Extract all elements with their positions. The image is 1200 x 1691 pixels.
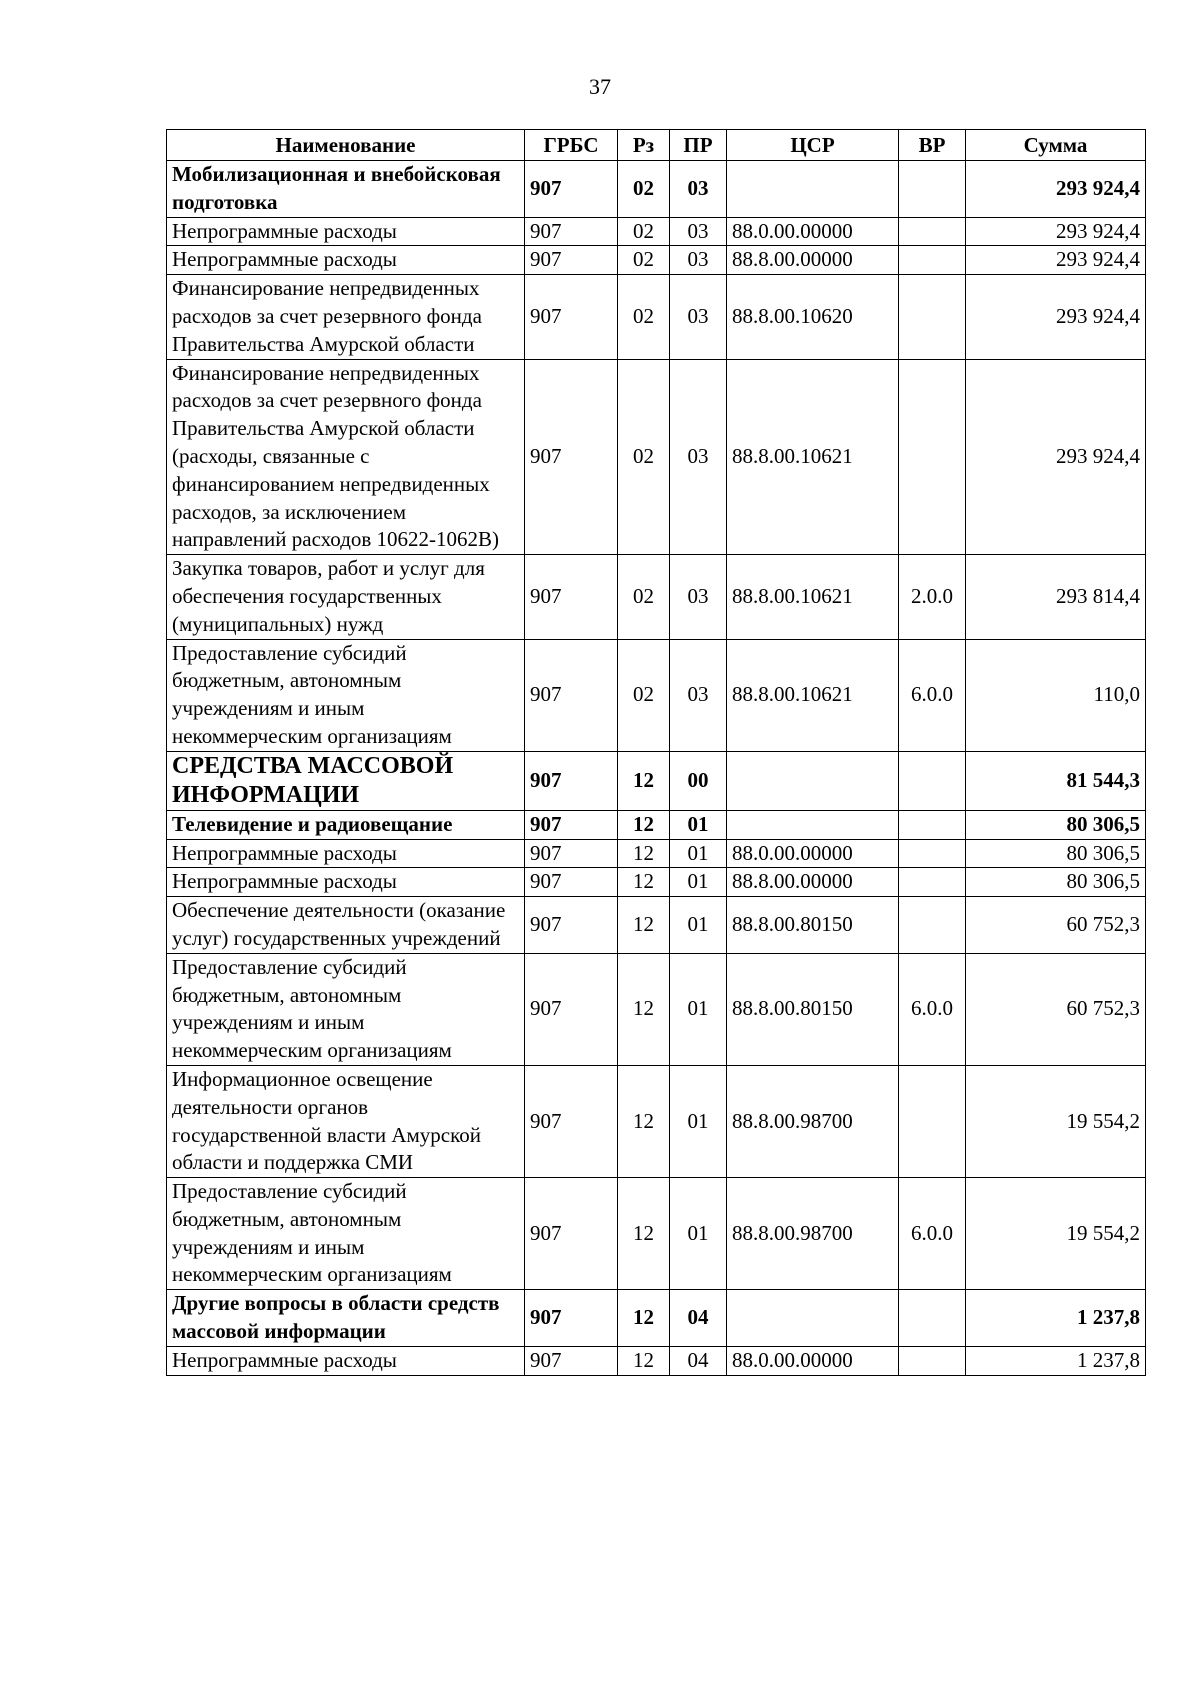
cell-name: Закупка товаров, работ и услуг для обеспечения государственных (муниципальных) нужд bbox=[167, 555, 525, 639]
cell-grbs: 907 bbox=[525, 161, 618, 218]
cell-csr: 88.0.00.00000 bbox=[727, 839, 899, 868]
cell-sum: 19 554,2 bbox=[966, 1178, 1146, 1290]
cell-vr bbox=[899, 810, 966, 839]
cell-sum: 80 306,5 bbox=[966, 810, 1146, 839]
table-row bbox=[167, 953, 1146, 1065]
cell-csr: 88.8.00.10621 bbox=[727, 555, 899, 639]
cell-pr: 03 bbox=[670, 359, 727, 555]
cell-sum: 1 237,8 bbox=[966, 1346, 1146, 1375]
cell-sum: 293 924,4 bbox=[966, 359, 1146, 555]
header-sum: Сумма bbox=[966, 130, 1146, 161]
table-row bbox=[167, 1065, 1146, 1177]
cell-name: Предоставление субсидий бюджетным, автономным учреждениям и иным некоммерческим организациям bbox=[167, 639, 525, 751]
cell-csr: 88.8.00.00000 bbox=[727, 246, 899, 275]
table-row bbox=[167, 275, 1146, 359]
cell-name: Непрограммные расходы bbox=[167, 246, 525, 275]
table-row bbox=[167, 1290, 1146, 1347]
cell-pr: 01 bbox=[670, 810, 727, 839]
cell-name: Финансирование непредвиденных расходов за счет резервного фонда Правительства Амурской области bbox=[167, 275, 525, 359]
cell-rz: 12 bbox=[618, 751, 670, 810]
cell-vr: 6.0.0 bbox=[899, 953, 966, 1065]
budget-table bbox=[166, 129, 1146, 1376]
table-body bbox=[167, 161, 1146, 1376]
cell-sum: 1 237,8 bbox=[966, 1290, 1146, 1347]
cell-grbs: 907 bbox=[525, 1178, 618, 1290]
cell-grbs: 907 bbox=[525, 217, 618, 246]
table-row bbox=[167, 897, 1146, 954]
cell-pr: 01 bbox=[670, 897, 727, 954]
cell-name: Обеспечение деятельности (оказание услуг) государственных учреждений bbox=[167, 897, 525, 954]
cell-pr: 03 bbox=[670, 246, 727, 275]
cell-sum: 293 924,4 bbox=[966, 246, 1146, 275]
cell-vr bbox=[899, 868, 966, 897]
cell-pr: 04 bbox=[670, 1346, 727, 1375]
cell-rz: 02 bbox=[618, 555, 670, 639]
cell-csr: 88.8.00.00000 bbox=[727, 868, 899, 897]
table-row bbox=[167, 839, 1146, 868]
cell-csr: 88.0.00.00000 bbox=[727, 217, 899, 246]
cell-sum: 293 924,4 bbox=[966, 275, 1146, 359]
cell-name: Телевидение и радиовещание bbox=[167, 810, 525, 839]
cell-csr bbox=[727, 1290, 899, 1347]
cell-csr: 88.8.00.98700 bbox=[727, 1065, 899, 1177]
cell-name: СРЕДСТВА МАССОВОЙ ИНФОРМАЦИИ bbox=[167, 751, 525, 810]
cell-grbs: 907 bbox=[525, 246, 618, 275]
page-number: 37 bbox=[589, 74, 611, 99]
cell-sum: 80 306,5 bbox=[966, 839, 1146, 868]
cell-csr: 88.8.00.98700 bbox=[727, 1178, 899, 1290]
cell-pr: 03 bbox=[670, 217, 727, 246]
cell-vr bbox=[899, 839, 966, 868]
cell-grbs: 907 bbox=[525, 953, 618, 1065]
header-grbs: ГРБС bbox=[525, 130, 618, 161]
cell-name: Непрограммные расходы bbox=[167, 868, 525, 897]
cell-sum: 19 554,2 bbox=[966, 1065, 1146, 1177]
cell-name: Финансирование непредвиденных расходов за счет резервного фонда Правительства Амурской области (расходы, связанные с финансированием непредвиденных расходов, за исключением направлений расходов 10622-1062В) bbox=[167, 359, 525, 555]
cell-csr: 88.8.00.10621 bbox=[727, 359, 899, 555]
cell-grbs: 907 bbox=[525, 868, 618, 897]
cell-grbs: 907 bbox=[525, 359, 618, 555]
cell-rz: 12 bbox=[618, 1346, 670, 1375]
cell-grbs: 907 bbox=[525, 810, 618, 839]
cell-sum: 293 924,4 bbox=[966, 161, 1146, 218]
cell-pr: 03 bbox=[670, 161, 727, 218]
header-pr: ПР bbox=[670, 130, 727, 161]
cell-name: Мобилизационная и внебойсковая подготовка bbox=[167, 161, 525, 218]
table-header bbox=[167, 130, 1146, 161]
cell-pr: 03 bbox=[670, 275, 727, 359]
cell-vr: 6.0.0 bbox=[899, 1178, 966, 1290]
cell-csr bbox=[727, 810, 899, 839]
cell-name: Предоставление субсидий бюджетным, автономным учреждениям и иным некоммерческим организациям bbox=[167, 1178, 525, 1290]
cell-rz: 12 bbox=[618, 810, 670, 839]
cell-vr bbox=[899, 1290, 966, 1347]
table-row bbox=[167, 751, 1146, 810]
cell-vr: 6.0.0 bbox=[899, 639, 966, 751]
cell-sum: 81 544,3 bbox=[966, 751, 1146, 810]
cell-grbs: 907 bbox=[525, 1065, 618, 1177]
table-row bbox=[167, 246, 1146, 275]
cell-vr bbox=[899, 217, 966, 246]
table-row bbox=[167, 161, 1146, 218]
cell-vr bbox=[899, 246, 966, 275]
cell-sum: 60 752,3 bbox=[966, 897, 1146, 954]
cell-pr: 04 bbox=[670, 1290, 727, 1347]
cell-pr: 01 bbox=[670, 839, 727, 868]
cell-pr: 00 bbox=[670, 751, 727, 810]
cell-rz: 12 bbox=[618, 897, 670, 954]
cell-sum: 110,0 bbox=[966, 639, 1146, 751]
cell-name: Непрограммные расходы bbox=[167, 1346, 525, 1375]
cell-csr bbox=[727, 161, 899, 218]
cell-sum: 293 924,4 bbox=[966, 217, 1146, 246]
cell-rz: 12 bbox=[618, 1178, 670, 1290]
cell-sum: 80 306,5 bbox=[966, 868, 1146, 897]
cell-rz: 12 bbox=[618, 839, 670, 868]
header-name: Наименование bbox=[167, 130, 525, 161]
cell-csr: 88.8.00.10621 bbox=[727, 639, 899, 751]
cell-grbs: 907 bbox=[525, 751, 618, 810]
table-row bbox=[167, 810, 1146, 839]
cell-pr: 01 bbox=[670, 868, 727, 897]
cell-rz: 02 bbox=[618, 217, 670, 246]
cell-rz: 12 bbox=[618, 1290, 670, 1347]
cell-csr: 88.8.00.80150 bbox=[727, 897, 899, 954]
table-row bbox=[167, 555, 1146, 639]
table-row bbox=[167, 868, 1146, 897]
cell-grbs: 907 bbox=[525, 639, 618, 751]
table-row bbox=[167, 217, 1146, 246]
header-csr: ЦСР bbox=[727, 130, 899, 161]
cell-rz: 02 bbox=[618, 275, 670, 359]
cell-csr: 88.0.00.00000 bbox=[727, 1346, 899, 1375]
cell-grbs: 907 bbox=[525, 897, 618, 954]
cell-name: Информационное освещение деятельности органов государственной власти Амурской области и поддержка СМИ bbox=[167, 1065, 525, 1177]
cell-vr: 2.0.0 bbox=[899, 555, 966, 639]
cell-vr bbox=[899, 359, 966, 555]
cell-rz: 02 bbox=[618, 639, 670, 751]
table-row bbox=[167, 359, 1146, 555]
cell-pr: 01 bbox=[670, 953, 727, 1065]
cell-grbs: 907 bbox=[525, 275, 618, 359]
cell-vr bbox=[899, 897, 966, 954]
cell-rz: 02 bbox=[618, 161, 670, 218]
cell-sum: 60 752,3 bbox=[966, 953, 1146, 1065]
cell-rz: 02 bbox=[618, 359, 670, 555]
cell-pr: 01 bbox=[670, 1065, 727, 1177]
cell-rz: 12 bbox=[618, 868, 670, 897]
cell-grbs: 907 bbox=[525, 839, 618, 868]
table-row bbox=[167, 1346, 1146, 1375]
cell-csr bbox=[727, 751, 899, 810]
cell-rz: 02 bbox=[618, 246, 670, 275]
cell-grbs: 907 bbox=[525, 1346, 618, 1375]
cell-vr bbox=[899, 161, 966, 218]
cell-pr: 03 bbox=[670, 555, 727, 639]
cell-name: Предоставление субсидий бюджетным, автономным учреждениям и иным некоммерческим организациям bbox=[167, 953, 525, 1065]
cell-pr: 01 bbox=[670, 1178, 727, 1290]
cell-grbs: 907 bbox=[525, 555, 618, 639]
cell-vr bbox=[899, 751, 966, 810]
table-row bbox=[167, 639, 1146, 751]
cell-vr bbox=[899, 275, 966, 359]
cell-sum: 293 814,4 bbox=[966, 555, 1146, 639]
cell-rz: 12 bbox=[618, 953, 670, 1065]
cell-pr: 03 bbox=[670, 639, 727, 751]
cell-csr: 88.8.00.10620 bbox=[727, 275, 899, 359]
cell-vr bbox=[899, 1065, 966, 1177]
cell-name: Непрограммные расходы bbox=[167, 839, 525, 868]
cell-vr bbox=[899, 1346, 966, 1375]
cell-grbs: 907 bbox=[525, 1290, 618, 1347]
table-row bbox=[167, 1178, 1146, 1290]
cell-name: Непрограммные расходы bbox=[167, 217, 525, 246]
header-rz: Рз bbox=[618, 130, 670, 161]
cell-rz: 12 bbox=[618, 1065, 670, 1177]
header-vr: ВР bbox=[899, 130, 966, 161]
cell-csr: 88.8.00.80150 bbox=[727, 953, 899, 1065]
cell-name: Другие вопросы в области средств массовой информации bbox=[167, 1290, 525, 1347]
